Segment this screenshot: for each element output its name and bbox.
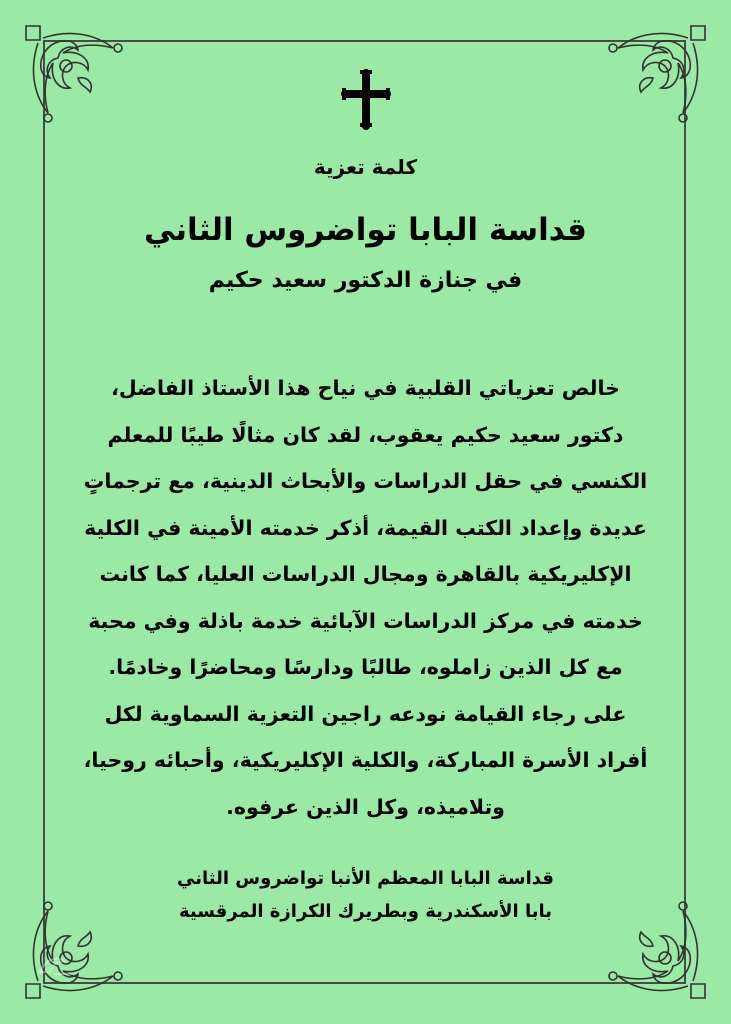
message-line: على رجاء القيامة نودعه راجين التعزية السماوية لكل (104, 701, 627, 726)
condolence-message (75, 365, 656, 830)
message-line: الكنسي في حقل الدراسات والأبحاث الدينية، مع ترجماتٍ (83, 469, 648, 493)
message-line: عديدة وإعداد الكتب القيمة، أذكر خدمته الأمينة في الكلية (84, 515, 647, 540)
message-line: مع كل الذين زاملوه، طالبًا ودارسًا ومحاضرًا وخادمًا. (108, 655, 623, 679)
condolence-label: كلمة تعزية (313, 155, 418, 179)
message-line: وتلاميذه، وكل الذين عرفوه. (226, 794, 505, 819)
corner-ornament-top-right (593, 18, 713, 138)
message-line: خالص تعزياتي القلبية في نياح هذا الأستاذ الفاضل، (111, 376, 620, 400)
signature-block (100, 862, 631, 928)
signature-name: قداسة البابا المعظم الأنبا تواضروس الثاني (177, 868, 554, 889)
signature-title: بابا الأسكندرية وبطريرك الكرازة المرقسية (178, 901, 553, 922)
watermark-logo (36, 950, 76, 980)
corner-ornament-top-left (18, 18, 138, 138)
message-line: دكتور سعيد حكيم يعقوب، لقد كان مثالًا طيبًا للمعلم (107, 422, 624, 447)
page-title: قداسة البابا تواضروس الثاني (144, 212, 587, 248)
message-line: أفراد الأسرة المباركة، والكلية الإكليريكية، وأحبائه روحيا، (83, 748, 648, 772)
page-subtitle: في جنازة الدكتور سعيد حكيم (208, 268, 523, 293)
message-line: خدمته في مركز الدراسات الآبائية خدمة باذلة وفي محبة (88, 608, 643, 633)
cross-icon (341, 68, 391, 130)
message-line: الإكليريكية بالقاهرة ومجال الدراسات العليا، كما كانت (99, 562, 632, 586)
